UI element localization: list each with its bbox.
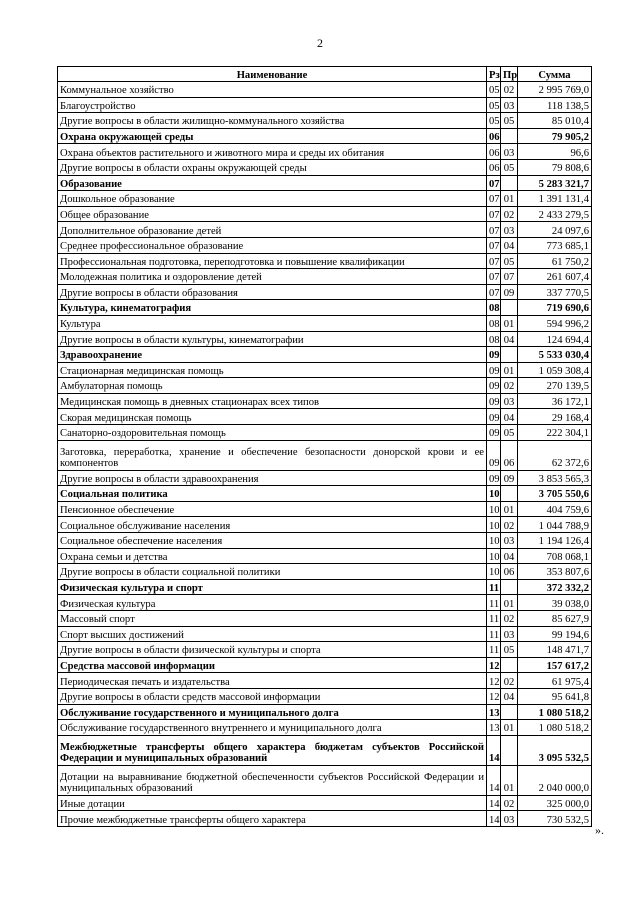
row-pr-cell: 03: [501, 97, 518, 113]
table-section-row: [58, 347, 592, 363]
table-section-row: [58, 486, 592, 502]
row-rz-cell: 11: [487, 595, 501, 611]
row-pr-cell: 01: [501, 765, 518, 795]
row-pr-cell: 05: [501, 253, 518, 269]
table-row: [58, 564, 592, 580]
row-sum-cell: 118 138,5: [518, 97, 592, 113]
row-name-cell: Охрана окружающей среды: [58, 128, 487, 144]
row-sum-cell: 61 975,4: [518, 673, 592, 689]
table-section-row: [58, 657, 592, 673]
row-sum-cell: 95 641,8: [518, 688, 592, 704]
row-rz-cell: 12: [487, 688, 501, 704]
table-row: [58, 440, 592, 470]
row-sum-cell: 594 996,2: [518, 315, 592, 331]
row-pr-cell: 03: [501, 144, 518, 160]
row-sum-cell: 5 283 321,7: [518, 175, 592, 191]
row-name-cell: Дошкольное образование: [58, 191, 487, 207]
row-name-cell: Социальная политика: [58, 486, 487, 502]
row-pr-cell: 01: [501, 720, 518, 736]
row-name-cell: Другие вопросы в области средств массовой информации: [58, 688, 487, 704]
row-pr-cell: [501, 579, 518, 595]
row-pr-cell: 06: [501, 564, 518, 580]
row-rz-cell: 06: [487, 144, 501, 160]
row-name-cell: Средства массовой информации: [58, 657, 487, 673]
table-row: [58, 393, 592, 409]
row-name-cell: Обслуживание государственного и муниципального долга: [58, 704, 487, 720]
row-name-cell: Охрана объектов растительного и животного мира и среды их обитания: [58, 144, 487, 160]
row-name-cell: Другие вопросы в области образования: [58, 284, 487, 300]
table-row: [58, 548, 592, 564]
row-pr-cell: 02: [501, 82, 518, 98]
row-rz-cell: 11: [487, 611, 501, 627]
row-sum-cell: 96,6: [518, 144, 592, 160]
row-pr-cell: 03: [501, 533, 518, 549]
row-rz-cell: 12: [487, 673, 501, 689]
row-pr-cell: [501, 128, 518, 144]
table-row: [58, 626, 592, 642]
table-row: [58, 611, 592, 627]
table-row: [58, 237, 592, 253]
row-rz-cell: 10: [487, 486, 501, 502]
table-section-row: [58, 704, 592, 720]
row-name-cell: Молодежная политика и оздоровление детей: [58, 269, 487, 285]
row-rz-cell: 06: [487, 128, 501, 144]
row-rz-cell: 09: [487, 425, 501, 441]
row-rz-cell: 09: [487, 378, 501, 394]
row-sum-cell: 261 607,4: [518, 269, 592, 285]
row-rz-cell: 10: [487, 501, 501, 517]
row-sum-cell: 1 080 518,2: [518, 704, 592, 720]
row-name-cell: Физическая культура: [58, 595, 487, 611]
row-name-cell: Прочие межбюджетные трансферты общего характера: [58, 811, 487, 827]
table-section-row: [58, 175, 592, 191]
row-sum-cell: 62 372,6: [518, 440, 592, 470]
row-sum-cell: 1 044 788,9: [518, 517, 592, 533]
row-rz-cell: 08: [487, 315, 501, 331]
table-row: [58, 811, 592, 827]
row-name-cell: Иные дотации: [58, 795, 487, 811]
row-pr-cell: 04: [501, 331, 518, 347]
row-name-cell: Заготовка, переработка, хранение и обеспечение безопасности донорской крови и ее компонентов: [58, 440, 487, 470]
row-rz-cell: 07: [487, 237, 501, 253]
row-pr-cell: 03: [501, 811, 518, 827]
row-sum-cell: 79 808,6: [518, 159, 592, 175]
row-sum-cell: 1 059 308,4: [518, 362, 592, 378]
row-rz-cell: 13: [487, 720, 501, 736]
row-sum-cell: 79 905,2: [518, 128, 592, 144]
row-rz-cell: 10: [487, 548, 501, 564]
row-name-cell: Социальное обеспечение населения: [58, 533, 487, 549]
row-rz-cell: 09: [487, 362, 501, 378]
row-name-cell: Другие вопросы в области здравоохранения: [58, 470, 487, 486]
row-sum-cell: 3 705 550,6: [518, 486, 592, 502]
row-pr-cell: 01: [501, 595, 518, 611]
row-pr-cell: 01: [501, 191, 518, 207]
row-sum-cell: 148 471,7: [518, 642, 592, 658]
row-pr-cell: 02: [501, 206, 518, 222]
row-name-cell: Дополнительное образование детей: [58, 222, 487, 238]
row-rz-cell: 09: [487, 409, 501, 425]
row-sum-cell: 1 391 131,4: [518, 191, 592, 207]
row-name-cell: Периодическая печать и издательства: [58, 673, 487, 689]
row-pr-cell: 09: [501, 284, 518, 300]
row-rz-cell: 09: [487, 440, 501, 470]
row-sum-cell: 708 068,1: [518, 548, 592, 564]
row-pr-cell: 06: [501, 440, 518, 470]
row-pr-cell: 04: [501, 237, 518, 253]
row-name-cell: Среднее профессиональное образование: [58, 237, 487, 253]
row-name-cell: Обслуживание государственного внутреннего и муниципального долга: [58, 720, 487, 736]
row-name-cell: Социальное обслуживание населения: [58, 517, 487, 533]
table-row: [58, 284, 592, 300]
row-pr-cell: 05: [501, 642, 518, 658]
row-rz-cell: 07: [487, 175, 501, 191]
row-pr-cell: 09: [501, 470, 518, 486]
table-row: [58, 688, 592, 704]
row-rz-cell: 10: [487, 533, 501, 549]
row-name-cell: Культура, кинематография: [58, 300, 487, 316]
row-name-cell: Другие вопросы в области жилищно-коммунального хозяйства: [58, 113, 487, 129]
table-section-row: [58, 300, 592, 316]
row-sum-cell: 2 433 279,5: [518, 206, 592, 222]
row-name-cell: Массовый спорт: [58, 611, 487, 627]
row-rz-cell: 08: [487, 300, 501, 316]
table-row: [58, 82, 592, 98]
table-header-row: [58, 67, 592, 82]
row-sum-cell: 372 332,2: [518, 579, 592, 595]
table-row: [58, 642, 592, 658]
row-rz-cell: 13: [487, 704, 501, 720]
row-name-cell: Культура: [58, 315, 487, 331]
row-pr-cell: [501, 486, 518, 502]
row-name-cell: Образование: [58, 175, 487, 191]
row-pr-cell: 04: [501, 688, 518, 704]
row-name-cell: Профессиональная подготовка, переподготовка и повышение квалификации: [58, 253, 487, 269]
row-pr-cell: 02: [501, 673, 518, 689]
row-name-cell: Коммунальное хозяйство: [58, 82, 487, 98]
row-rz-cell: 10: [487, 564, 501, 580]
row-rz-cell: 10: [487, 517, 501, 533]
table-row: [58, 269, 592, 285]
row-rz-cell: 07: [487, 253, 501, 269]
row-rz-cell: 09: [487, 393, 501, 409]
table-row: [58, 315, 592, 331]
row-rz-cell: 05: [487, 82, 501, 98]
row-sum-cell: 222 304,1: [518, 425, 592, 441]
row-rz-cell: 09: [487, 470, 501, 486]
row-sum-cell: 85 010,4: [518, 113, 592, 129]
table-row: [58, 720, 592, 736]
table-row: [58, 159, 592, 175]
row-name-cell: Здравоохранение: [58, 347, 487, 363]
table-row: [58, 113, 592, 129]
header-name: Наименование: [58, 67, 487, 82]
row-name-cell: Спорт высших достижений: [58, 626, 487, 642]
row-name-cell: Дотации на выравнивание бюджетной обеспеченности субъектов Российской Федерации и муниципальных образований: [58, 765, 487, 795]
row-rz-cell: 05: [487, 113, 501, 129]
row-name-cell: Другие вопросы в области охраны окружающей среды: [58, 159, 487, 175]
row-sum-cell: 3 095 532,5: [518, 735, 592, 765]
row-pr-cell: 02: [501, 517, 518, 533]
row-name-cell: Стационарная медицинская помощь: [58, 362, 487, 378]
row-sum-cell: 1 080 518,2: [518, 720, 592, 736]
row-pr-cell: 02: [501, 611, 518, 627]
row-name-cell: Пенсионное обеспечение: [58, 501, 487, 517]
row-sum-cell: 773 685,1: [518, 237, 592, 253]
table-row: [58, 409, 592, 425]
row-sum-cell: 2 040 000,0: [518, 765, 592, 795]
row-sum-cell: 337 770,5: [518, 284, 592, 300]
row-rz-cell: 09: [487, 347, 501, 363]
closing-quote-mark: ».: [595, 823, 604, 837]
table-row: [58, 501, 592, 517]
row-sum-cell: 157 617,2: [518, 657, 592, 673]
page-number: 2: [317, 36, 323, 50]
row-sum-cell: 353 807,6: [518, 564, 592, 580]
row-rz-cell: 14: [487, 811, 501, 827]
row-name-cell: Физическая культура и спорт: [58, 579, 487, 595]
row-rz-cell: 07: [487, 284, 501, 300]
row-sum-cell: 325 000,0: [518, 795, 592, 811]
row-pr-cell: 02: [501, 795, 518, 811]
row-sum-cell: 85 627,9: [518, 611, 592, 627]
row-sum-cell: 39 038,0: [518, 595, 592, 611]
table-row: [58, 517, 592, 533]
row-sum-cell: 24 097,6: [518, 222, 592, 238]
row-pr-cell: [501, 300, 518, 316]
row-name-cell: Скорая медицинская помощь: [58, 409, 487, 425]
row-pr-cell: 01: [501, 362, 518, 378]
budget-table: [57, 66, 592, 827]
row-pr-cell: 04: [501, 548, 518, 564]
row-name-cell: Другие вопросы в области социальной политики: [58, 564, 487, 580]
row-rz-cell: 14: [487, 795, 501, 811]
row-pr-cell: [501, 735, 518, 765]
row-rz-cell: 11: [487, 642, 501, 658]
table-section-row: [58, 735, 592, 765]
table-row: [58, 533, 592, 549]
row-rz-cell: 07: [487, 269, 501, 285]
row-rz-cell: 11: [487, 579, 501, 595]
table-section-row: [58, 579, 592, 595]
table-row: [58, 765, 592, 795]
table-row: [58, 97, 592, 113]
table-row: [58, 673, 592, 689]
row-pr-cell: 01: [501, 501, 518, 517]
row-pr-cell: 05: [501, 159, 518, 175]
row-sum-cell: 404 759,6: [518, 501, 592, 517]
row-name-cell: Общее образование: [58, 206, 487, 222]
row-sum-cell: 29 168,4: [518, 409, 592, 425]
row-rz-cell: 07: [487, 206, 501, 222]
table-row: [58, 222, 592, 238]
row-sum-cell: 99 194,6: [518, 626, 592, 642]
table-row: [58, 470, 592, 486]
row-rz-cell: 11: [487, 626, 501, 642]
row-name-cell: Межбюджетные трансферты общего характера бюджетам субъектов Российской Федерации и муниципальных образований: [58, 735, 487, 765]
table-row: [58, 191, 592, 207]
row-rz-cell: 05: [487, 97, 501, 113]
row-pr-cell: [501, 175, 518, 191]
row-rz-cell: 12: [487, 657, 501, 673]
row-rz-cell: 07: [487, 191, 501, 207]
row-pr-cell: [501, 704, 518, 720]
row-sum-cell: 3 853 565,3: [518, 470, 592, 486]
row-sum-cell: 5 533 030,4: [518, 347, 592, 363]
row-pr-cell: 03: [501, 393, 518, 409]
row-sum-cell: 719 690,6: [518, 300, 592, 316]
row-name-cell: Амбулаторная помощь: [58, 378, 487, 394]
row-rz-cell: 07: [487, 222, 501, 238]
row-rz-cell: 14: [487, 735, 501, 765]
header-sum: Сумма: [518, 67, 592, 82]
row-rz-cell: 14: [487, 765, 501, 795]
row-rz-cell: 08: [487, 331, 501, 347]
table-row: [58, 378, 592, 394]
table-row: [58, 595, 592, 611]
row-pr-cell: 03: [501, 626, 518, 642]
row-pr-cell: 04: [501, 409, 518, 425]
row-sum-cell: 61 750,2: [518, 253, 592, 269]
header-pr: Пр: [501, 67, 518, 82]
table-row: [58, 144, 592, 160]
row-sum-cell: 730 532,5: [518, 811, 592, 827]
row-pr-cell: 02: [501, 378, 518, 394]
row-pr-cell: 05: [501, 425, 518, 441]
row-pr-cell: [501, 657, 518, 673]
table-row: [58, 253, 592, 269]
row-name-cell: Другие вопросы в области физической культуры и спорта: [58, 642, 487, 658]
row-pr-cell: [501, 347, 518, 363]
row-pr-cell: 07: [501, 269, 518, 285]
row-sum-cell: 270 139,5: [518, 378, 592, 394]
table-row: [58, 795, 592, 811]
row-name-cell: Благоустройство: [58, 97, 487, 113]
row-name-cell: Медицинская помощь в дневных стационарах всех типов: [58, 393, 487, 409]
row-sum-cell: 36 172,1: [518, 393, 592, 409]
table-row: [58, 206, 592, 222]
header-rz: Рз: [487, 67, 501, 82]
row-sum-cell: 2 995 769,0: [518, 82, 592, 98]
row-name-cell: Санаторно-оздоровительная помощь: [58, 425, 487, 441]
table-row: [58, 425, 592, 441]
row-sum-cell: 124 694,4: [518, 331, 592, 347]
row-rz-cell: 06: [487, 159, 501, 175]
row-pr-cell: 03: [501, 222, 518, 238]
table-section-row: [58, 128, 592, 144]
table-body: [58, 82, 592, 827]
table-row: [58, 362, 592, 378]
row-sum-cell: 1 194 126,4: [518, 533, 592, 549]
row-name-cell: Другие вопросы в области культуры, кинематографии: [58, 331, 487, 347]
row-pr-cell: 01: [501, 315, 518, 331]
row-name-cell: Охрана семьи и детства: [58, 548, 487, 564]
row-pr-cell: 05: [501, 113, 518, 129]
table-row: [58, 331, 592, 347]
